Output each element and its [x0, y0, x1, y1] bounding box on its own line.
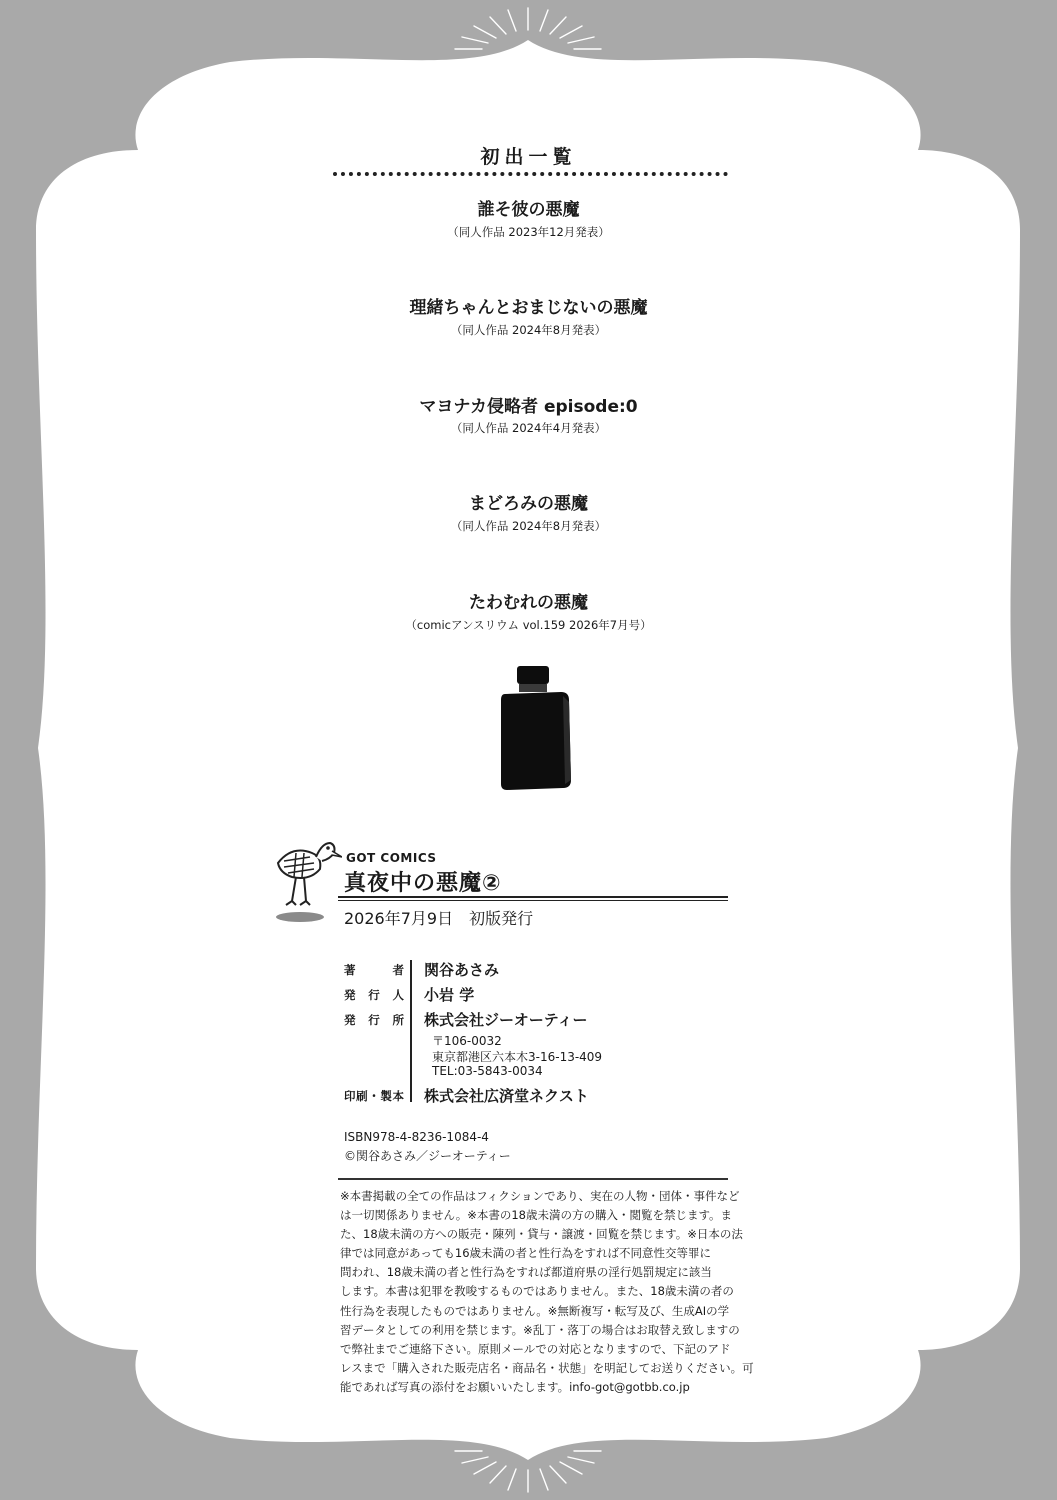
- printer-name: 株式会社広済堂ネクスト: [424, 1087, 589, 1105]
- printer-label: 印刷・製本: [344, 1089, 404, 1103]
- postal-code: 〒106-0032: [432, 1034, 502, 1048]
- edition-date: 2026年7月9日 初版発行: [344, 909, 534, 928]
- notice-line: ※本書掲載の全ての作品はフィクションであり、実在の人物・団体・事件など: [340, 1189, 740, 1203]
- notice-line: 問われ、18歳未満の者と性行為をすれば都道府県の淫行処罰規定に該当: [340, 1265, 712, 1280]
- work-note: （comicアンスリウム vol.159 2026年7月号）: [405, 618, 652, 632]
- book-title: 真夜中の悪魔②: [344, 871, 502, 896]
- work-title: まどろみの悪魔: [469, 494, 588, 514]
- notice-line: します。本書は犯罪を教唆するものではありません。また、18歳未満の者の: [340, 1284, 734, 1299]
- notice-line: 性行為を表現したものではありません。※無断複写・転写及び、生成AIの学: [340, 1303, 730, 1318]
- notice-line: は一切関係ありません。※本書の18歳未満の方の購入・閲覧を禁じます。ま: [340, 1208, 733, 1223]
- notice-rule: [338, 1178, 728, 1180]
- credits-divider: [410, 960, 412, 1102]
- work-note: （同人作品 2024年4月発表）: [450, 421, 607, 435]
- notice-line: で弊社までご連絡下さい。原則メールでの対応となりますので、下記のアド: [340, 1341, 731, 1356]
- author-label: 著者: [344, 963, 404, 977]
- notice-line: 律では同意があっても16歳未満の者と性行為をすれば不同意性交等罪に: [340, 1246, 712, 1261]
- work-note: （同人作品 2023年12月発表）: [447, 225, 610, 239]
- publisher-address: 東京都港区六本木3-16-13-409: [432, 1050, 603, 1064]
- publisher-person-name: 小岩 学: [424, 986, 475, 1004]
- notice-line: 能であれば写真の添付をお願いいたします。info-got@gotbb.co.jp: [340, 1379, 690, 1394]
- notice-line: レスまで「購入された販売店名・商品名・状態」を明記してお送りください。可: [340, 1360, 754, 1375]
- publisher-label: 発行所: [344, 1013, 404, 1027]
- publisher-name: 株式会社ジーオーティー: [424, 1011, 588, 1029]
- bird-logo-icon: [270, 835, 342, 925]
- isbn: ISBN978-4-8236-1084-4: [344, 1130, 489, 1144]
- work-title: 理緒ちゃんとおまじないの悪魔: [409, 298, 648, 318]
- work-title: たわむれの悪魔: [469, 593, 588, 613]
- page-heading: 初出一覧: [480, 146, 577, 168]
- publisher-phone: TEL:03-5843-0034: [432, 1064, 543, 1078]
- work-note: （同人作品 2024年8月発表）: [450, 519, 607, 533]
- imprint-label: GOT COMICS: [346, 851, 437, 865]
- work-title: マヨナカ侵略者 episode:0: [419, 397, 638, 417]
- notice-line: 習データとしての利用を禁じます。※乱丁・落丁の場合はお取替え致しますの: [340, 1322, 740, 1337]
- copyright: ©関谷あさみ／ジーオーティー: [344, 1149, 511, 1163]
- dotted-divider: [333, 172, 728, 176]
- notice-line: た、18歳未満の方への販売・陳列・貸与・譲渡・回覧を禁じます。※日本の法: [340, 1227, 743, 1242]
- work-note: （同人作品 2024年8月発表）: [450, 323, 607, 337]
- title-rule: [338, 896, 728, 898]
- title-rule: [338, 900, 728, 901]
- publisher-person-label: 発行人: [344, 988, 404, 1002]
- author-name: 関谷あさみ: [424, 961, 500, 979]
- perfume-bottle-illustration: [499, 664, 579, 794]
- work-title: 誰そ彼の悪魔: [477, 200, 580, 220]
- legal-notice: [340, 1187, 754, 1397]
